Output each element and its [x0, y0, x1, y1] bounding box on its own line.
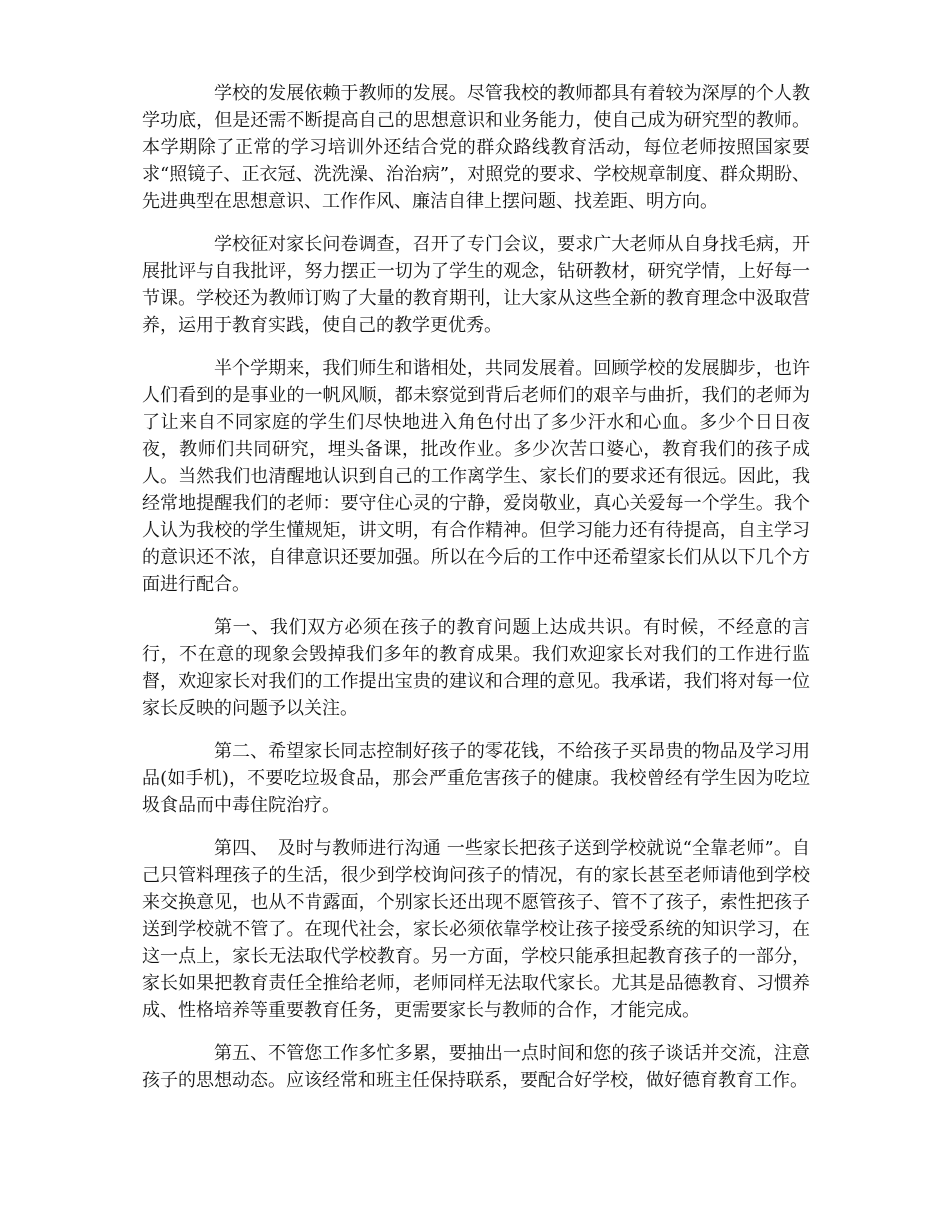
paragraph-semester-review: 半个学期来，我们师生和谐相处，共同发展着。回顾学校的发展脚步，也许人们看到的是事业的一帆风顺，都未察觉到背后老师们的艰辛与曲折，我们的老师为了让来自不同家庭的学生们尽快地进入角色付出了多少汗水和心血。多少个日日夜夜，教师们共同研究，埋头备课，批改作业。多少次苦口婆心，教育我们的孩子成人。当然我们也清醒地认识到自己的工作离学生、家长们的要求还有很远。因此，我经常地提醒我们的老师：要守住心灵的宁静，爱岗敬业，真心关爱每一个学生。我个人认为我校的学生懂规矩，讲文明，有合作精神。但学习能力还有待提高，自主学习的意识还不浓，自律意识还要加强。所以在今后的工作中还希望家长们从以下几个方面进行配合。: [142, 358, 810, 595]
paragraph-parent-survey: 学校征对家长问卷调查，召开了专门会议，要求广大老师从自身找毛病，开展批评与自我批评，努力摆正一切为了学生的观念，钻研教材，研究学情，上好每一节课。学校还为教师订购了大量的教育期刊，让大家从这些全新的教育理念中汲取营养，运用于教育实践，使自己的教学更优秀。: [142, 234, 810, 336]
paragraph-point-two: 第二、希望家长同志控制好孩子的零花钱，不给孩子买昂贵的物品及学习用品(如手机)，不要吃垃圾食品，那会严重危害孩子的健康。我校曾经有学生因为吃垃圾食品而中毒住院治疗。: [142, 741, 810, 816]
paragraph-point-five: 第五、不管您工作多忙多累，要抽出一点时间和您的孩子谈话并交流，注意孩子的思想动态。应该经常和班主任保持联系，要配合好学校，做好德育教育工作。: [142, 1043, 810, 1091]
paragraph-point-four: 第四、 及时与教师进行沟通 一些家长把孩子送到学校就说“全靠老师”。自己只管料理孩子的生活，很少到学校询问孩子的情况，有的家长甚至老师请他到学校来交换意见，也从不肯露面，个别家长还出现不愿管孩子、管不了孩子，索性把孩子送到学校就不管了。在现代社会，家长必须依靠学校让孩子接受系统的知识学习，在这一点上，家长无法取代学校教育。另一方面，学校只能承担起教育孩子的一部分，家长如果把教育责任全推给老师，老师同样无法取代家长。尤其是品德教育、习惯养成、性格培养等重要教育任务，更需要家长与教师的合作，才能完成。: [142, 838, 810, 1021]
paragraph-teacher-development: 学校的发展依赖于教师的发展。尽管我校的教师都具有着较为深厚的个人教学功底，但是还需不断提高自己的思想意识和业务能力，使自己成为研究型的教师。本学期除了正常的学习培训外还结合党的群众路线教育活动，每位老师按照国家要求“照镜子、正衣冠、洗洗澡、治治病”，对照党的要求、学校规章制度、群众期盼、先进典型在思想意识、工作作风、廉洁自律上摆问题、找差距、明方向。: [142, 83, 810, 212]
paragraph-point-one: 第一、我们双方必须在孩子的教育问题上达成共识。有时候，不经意的言行，不在意的现象会毁掉我们多年的教育成果。我们欢迎家长对我们的工作进行监督，欢迎家长对我们的工作提出宝贵的建议和合理的意见。我承诺，我们将对每一位家长反映的问题予以关注。: [142, 617, 810, 719]
document-body: [142, 80, 810, 1110]
